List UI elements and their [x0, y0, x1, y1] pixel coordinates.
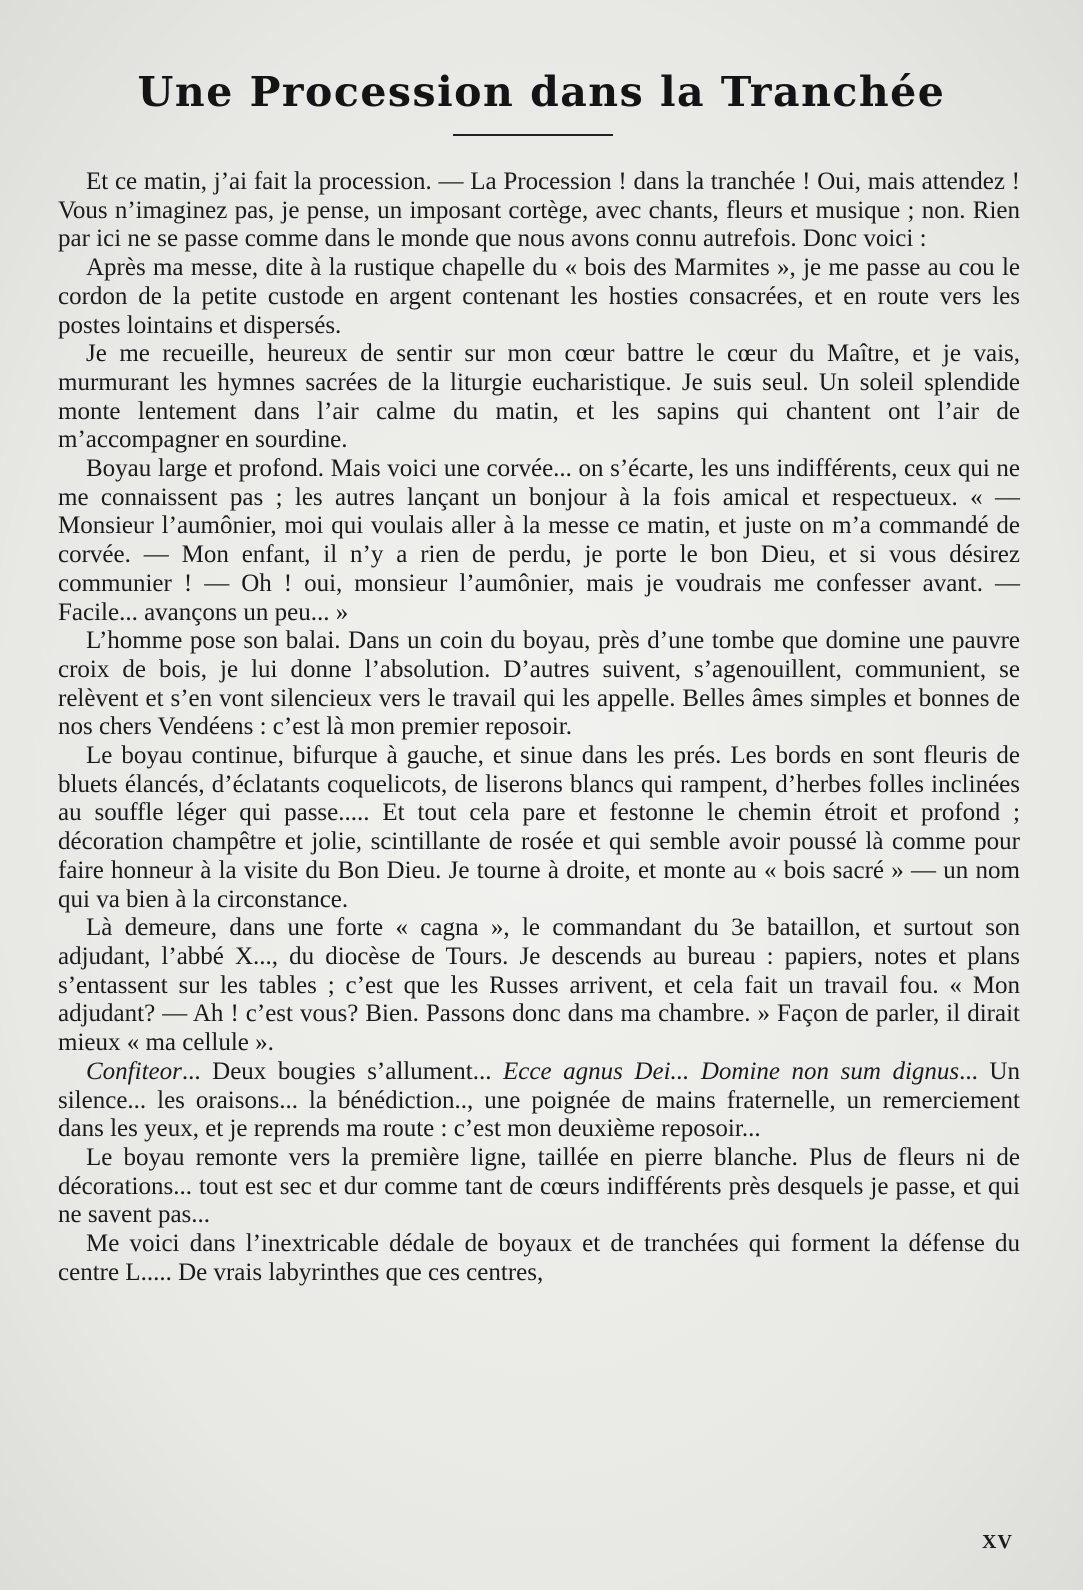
paragraph-text: ... Deux bougies s’allument...	[181, 1057, 504, 1085]
page-number: XV	[982, 1531, 1013, 1553]
paragraph: Boyau large et profond. Mais voici une corvée... on s’écarte, les uns indifférents, ceux qui ne me connaissent pas ; les autres lançant un bonjour à la fois amical et respectueux. « — Monsieur l’aumônier, moi qui voulais aller à la messe ce matin, et juste on m’a commandé de corvée. — Mon enfant, il n’y a rien de perdu, je porte le bon Dieu, et si vous désirez communier ! — Oh ! oui, monsieur l’aumônier, mais je voudrais me confesser avant. — Facile... avançons un peu... »	[58, 455, 1020, 626]
latin-phrase: Ecce agnus Dei... Domine non sum dignus	[503, 1057, 960, 1085]
paragraph: Le boyau remonte vers la première ligne, taillée en pierre blanche. Plus de fleurs ni de décorations... tout est sec et dur comme tant de cœurs indifférents près desquels je passe, et qui ne savent pas...	[58, 1143, 1020, 1229]
paragraph: Me voici dans l’inextricable dédale de boyaux et de tranchées qui forment la défense du centre L..... De vrais labyrinthes que ces centres,	[58, 1230, 1020, 1286]
paragraph: Après ma messe, dite à la rustique chapelle du « bois des Marmites », je me passe au cou le cordon de la petite custode en argent contenant les hosties consacrées, et en route vers les postes lointains et dispersés.	[58, 254, 1020, 339]
paragraph	[58, 1058, 1020, 1144]
latin-phrase: Confiteor	[86, 1057, 182, 1085]
title-divider	[453, 134, 613, 136]
paragraph-text: ... Un silence... les oraisons... la bénédiction.., une poignée de mains fraternelle, un remerciement dans les yeux, et je reprends ma route : c’est mon deuxième reposoir...	[58, 1057, 1020, 1143]
paragraph: Et ce matin, j’ai fait la procession. — La Procession ! dans la tranchée ! Oui, mais attendez ! Vous n’imaginez pas, je pense, un imposant cortège, avec chants, fleurs et musique ; non. Rien par ici ne se passe comme dans le monde que nous avons connu autrefois. Donc voici :	[58, 168, 1020, 253]
page-title: Une Procession dans la Tranchée	[137, 68, 946, 116]
article-body	[58, 168, 1020, 1287]
paragraph: L’homme pose son balai. Dans un coin du boyau, près d’une tombe que domine une pauvre croix de bois, je lui donne l’absolution. D’autres suivent, s’agenouillent, communient, se relèvent et s’en vont silencieux vers le travail qui les appelle. Belles âmes simples et bonnes de nos chers Vendéens : c’est là mon premier reposoir.	[58, 627, 1020, 741]
paragraph: Là demeure, dans une forte « cagna », le commandant du 3e bataillon, et surtout son adjudant, l’abbé X..., du diocèse de Tours. Je descends au bureau : papiers, notes et plans s’entassent sur les tables ; c’est que les Russes arrivent, et cela fait un travail fou. « Mon adjudant? — Ah ! c’est vous? Bien. Passons donc dans ma chambre. » Façon de parler, il dirait mieux « ma cellule ».	[58, 914, 1020, 1057]
paragraph: Le boyau continue, bifurque à gauche, et sinue dans les prés. Les bords en sont fleuris de bluets élancés, d’éclatants coquelicots, de liserons blancs qui rampent, d’herbes folles inclinées au souffle léger qui passe..... Et tout cela pare et festonne le chemin étroit et profond ; décoration champêtre et jolie, scintillante de rosée et qui semble avoir poussé là comme pour faire honneur à la visite du Bon Dieu. Je tourne à droite, et monte au « bois sacré » — un nom qui va bien à la circonstance.	[58, 742, 1020, 913]
paragraph: Je me recueille, heureux de sentir sur mon cœur battre le cœur du Maître, et je vais, murmurant les hymnes sacrées de la liturgie eucharistique. Je suis seul. Un soleil splendide monte lentement dans l’air calme du matin, et les sapins qui chantent ont l’air de m’accompagner en sourdine.	[58, 340, 1020, 454]
